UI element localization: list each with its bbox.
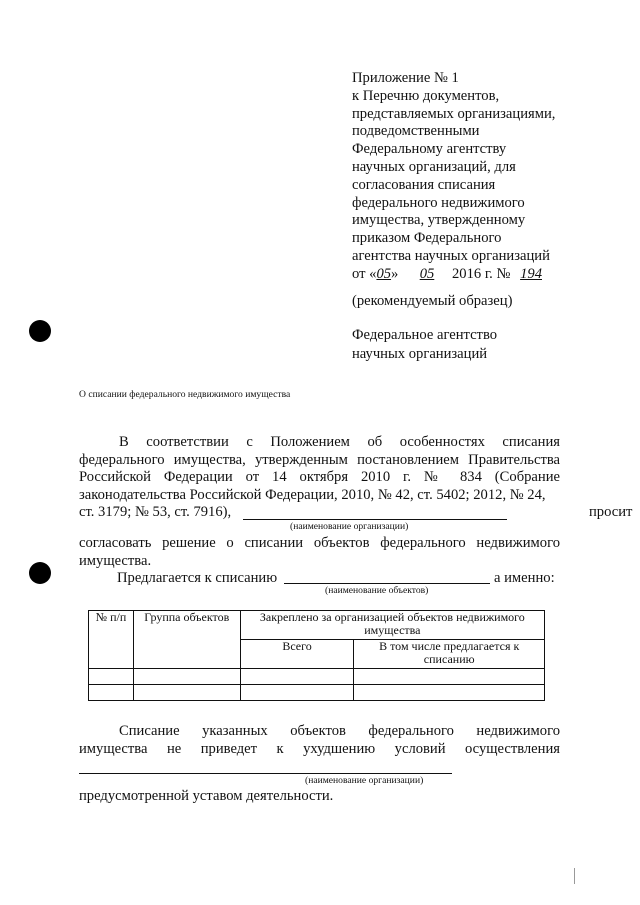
- header-num: № п/п: [89, 611, 134, 669]
- subject-line: О списании федерального недвижимого имущества: [79, 389, 291, 400]
- agency-block: [352, 326, 497, 363]
- table-cell[interactable]: [89, 669, 134, 685]
- recommended-sample: (рекомендуемый образец): [352, 293, 513, 309]
- paragraph-1-citation: ст. 3179; № 53, ст. 7916),: [79, 504, 232, 520]
- punch-hole: [29, 320, 51, 342]
- paragraph-1: В соответствии с Положением об особенностях списания федерального имущества, утвержденным постановлением Правительства Российской Федерации от 14 октября 2010 г. № 834 (Собрание законодательства Российской Федерации, 2010, № 42, ст. 5402; 2012, № 24,: [79, 434, 560, 503]
- date-month: 05: [419, 265, 435, 282]
- caption-objects: (наименование объектов): [325, 585, 429, 596]
- table-cell[interactable]: [354, 685, 545, 701]
- table-cell[interactable]: [354, 669, 545, 685]
- agency-line: научных организаций: [352, 345, 488, 362]
- header-group: Группа объектов: [133, 611, 240, 669]
- date-year: 2016 г. №: [451, 265, 511, 282]
- header-proposed: В том числе предлагается к списанию: [354, 640, 545, 669]
- paragraph-1-continuation: согласовать решение о списании объектов федерального недвижимого имущества.: [79, 535, 560, 569]
- table-cell[interactable]: [133, 669, 240, 685]
- appendix-line: согласования списания: [352, 176, 496, 193]
- appendix-line: приказом Федерального: [352, 230, 502, 247]
- table-cell[interactable]: [240, 685, 354, 701]
- appendix-line: подведомственными: [352, 123, 480, 140]
- paragraph-2-end: а именно:: [494, 570, 555, 586]
- header-assigned: Закреплено за организацией объектов недвижимого имущества: [240, 611, 544, 640]
- appendix-line: к Перечню документов,: [352, 87, 500, 104]
- paragraph-3-line-1: Списание указанных объектов федерального недвижимого: [119, 723, 560, 739]
- org-name-blank[interactable]: [243, 503, 507, 520]
- appendix-block: [352, 70, 584, 284]
- header-total: Всего: [240, 640, 354, 669]
- table-cell[interactable]: [89, 685, 134, 701]
- caption-org-2: (наименование организации): [305, 775, 424, 786]
- paragraph-1-verb: просит: [589, 504, 633, 520]
- appendix-line: имущества, утвержденному: [352, 212, 526, 229]
- caption-org-1: (наименование организации): [290, 521, 409, 532]
- agency-line: Федеральное агентство: [352, 327, 498, 343]
- appendix-line: федерального недвижимого: [352, 194, 525, 211]
- org-name-blank-2[interactable]: [79, 757, 452, 774]
- objects-name-blank[interactable]: [284, 567, 490, 584]
- paragraph-3-final: предусмотренной уставом деятельности.: [79, 788, 334, 804]
- objects-table: [88, 610, 545, 701]
- punch-hole: [29, 562, 51, 584]
- table-row: [89, 669, 545, 685]
- table-cell[interactable]: [240, 669, 354, 685]
- scan-mark: [574, 868, 575, 884]
- order-number: 194: [520, 265, 542, 282]
- table-row: [89, 685, 545, 701]
- appendix-date-line: [352, 266, 584, 284]
- appendix-line: Федеральному агентству: [352, 141, 507, 158]
- table-cell[interactable]: [133, 685, 240, 701]
- paragraph-3-line-2: имущества не приведет к ухудшению условий осуществления: [79, 741, 560, 757]
- appendix-line: Приложение № 1: [352, 70, 459, 86]
- paragraph-2-start: Предлагается к списанию: [117, 570, 278, 586]
- appendix-line: научных организаций, для: [352, 158, 516, 175]
- appendix-line: агентства научных организаций: [352, 247, 550, 264]
- appendix-line: представляемых организациями,: [352, 105, 556, 122]
- date-close: »: [391, 265, 399, 282]
- date-day: 05: [376, 265, 392, 282]
- date-prefix: от «: [352, 265, 377, 282]
